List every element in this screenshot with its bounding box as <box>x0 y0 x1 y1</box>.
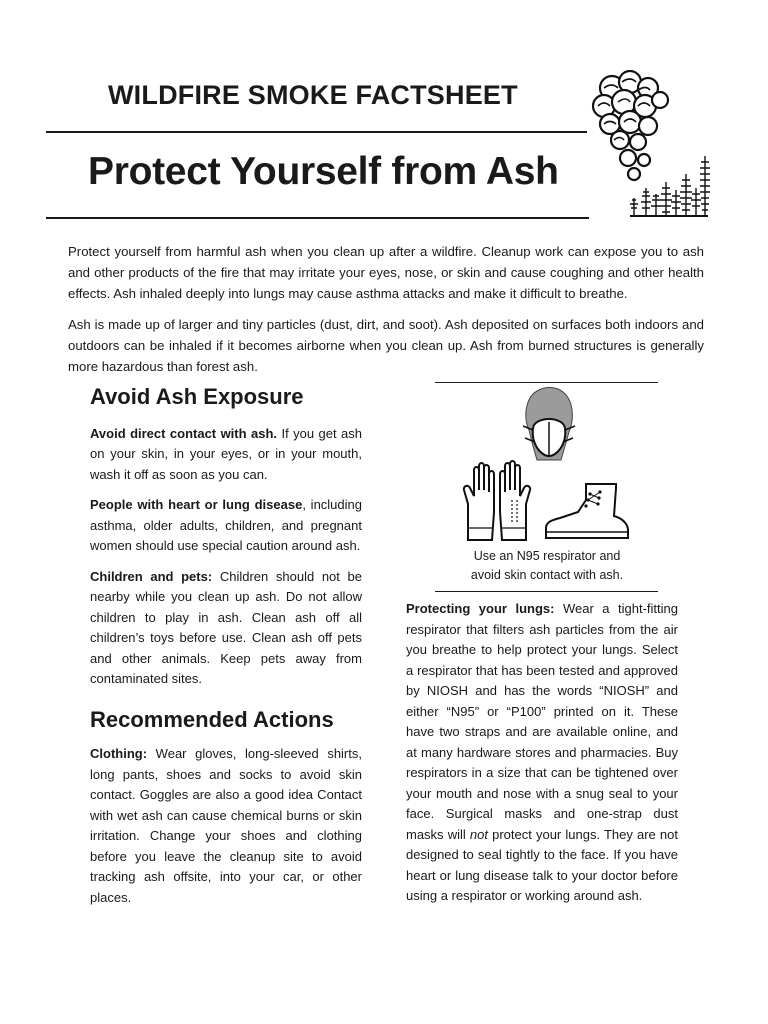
clothing-lead: Clothing: <box>90 746 148 761</box>
page-title: Protect Yourself from Ash <box>88 150 559 193</box>
figure-caption-line2: avoid skin contact with ash. <box>470 568 624 582</box>
children-pets-paragraph <box>90 567 362 690</box>
intro-paragraph-1: Protect yourself from harmful ash when you clean up after a wildfire. Cleanup work can expose you to ash and other products of the fire that may irritate your eyes, nose, or skin and cause coughing and other health effects. Ash inhaled deeply into lungs may cause asthma attacks and make it difficult to breathe. <box>68 244 704 301</box>
protecting-lungs-paragraph <box>406 599 678 907</box>
respirator-head-icon <box>517 386 581 462</box>
factsheet-kicker: WILDFIRE SMOKE FACTSHEET <box>108 80 518 110</box>
intro-paragraph-2: Ash is made up of larger and tiny particles (dust, dirt, and soot). Ash deposited on surfaces both indoors and outdoors can be inhaled if it becomes airborne when you clean up. Ash from burned structures is generally more hazardous than forest ash. <box>68 317 704 374</box>
protecting-lungs-lead: Protecting your lungs: <box>406 601 555 616</box>
recommended-actions-heading: Recommended Actions <box>90 706 334 732</box>
header-rule-bottom <box>46 217 589 219</box>
gloves-icon <box>462 460 534 542</box>
heart-lung-body: , including asthma, older adults, children, and pregnant women should use special caution around ash. <box>90 497 362 553</box>
figure-caption <box>440 547 654 585</box>
avoid-contact-body: If you get ash on your skin, in your eyes, or in your mouth, wash it off as soon as you can. <box>90 425 362 482</box>
figure-caption-line1: Use an N95 respirator and <box>473 549 621 563</box>
children-pets-lead: Children and pets: <box>90 568 213 584</box>
clothing-body: Wear gloves, long-sleeved shirts, long pants, shoes and socks to avoid skin contact. Goggles are also a good idea Contact with wet ash can cause chemical burns or skin irritation. Change your shoes and clothing before you leave the cleanup site to avoid tracking ash offsite, into your car, or other places. <box>90 746 362 905</box>
protecting-lungs-section <box>406 599 678 907</box>
clothing-paragraph <box>90 744 362 908</box>
protecting-lungs-body-2: protect your lungs. They are not designed to seal tightly to the face. If you have heart or lung disease talk to your doctor before using a respirator or working around ash. <box>406 826 678 903</box>
children-pets-body: Children should not be nearby while you clean up ash. Do not allow children to play in ash. Clean ash off all children’s toys before use. Clean ash off pets and other animals. Keep pets away from contaminated sites. <box>90 568 363 686</box>
avoid-ash-heading: Avoid Ash Exposure <box>90 384 304 409</box>
heart-lung-lead: People with heart or lung disease <box>90 497 303 512</box>
protecting-lungs-emphasis: not <box>469 826 488 842</box>
avoid-contact-paragraph <box>90 424 362 486</box>
figure-rule-bottom <box>435 591 658 592</box>
header-rule-top <box>46 131 587 133</box>
figure-rule-top <box>435 382 658 383</box>
avoid-ash-section <box>90 384 363 908</box>
heart-lung-paragraph <box>90 495 362 557</box>
protecting-lungs-body-1: Wear a tight-fitting respirator that filters ash particles from the air you breathe to help protect your lungs. Select a respirator that has been tested and approved by NIOSH and has the words “NIOSH” and either “N95” or “P100” printed on it. These have two straps and are available online, and at many hardware stores and pharmacies. Buy respirators in a size that can be tightened over your mouth and nose with a snug seal to your face. Surgical masks and one-strap dust masks will <box>406 601 678 842</box>
smoke-plume-forest-icon <box>590 70 714 220</box>
work-boot-icon <box>542 480 630 542</box>
avoid-contact-lead: Avoid direct contact with ash. <box>90 425 278 441</box>
